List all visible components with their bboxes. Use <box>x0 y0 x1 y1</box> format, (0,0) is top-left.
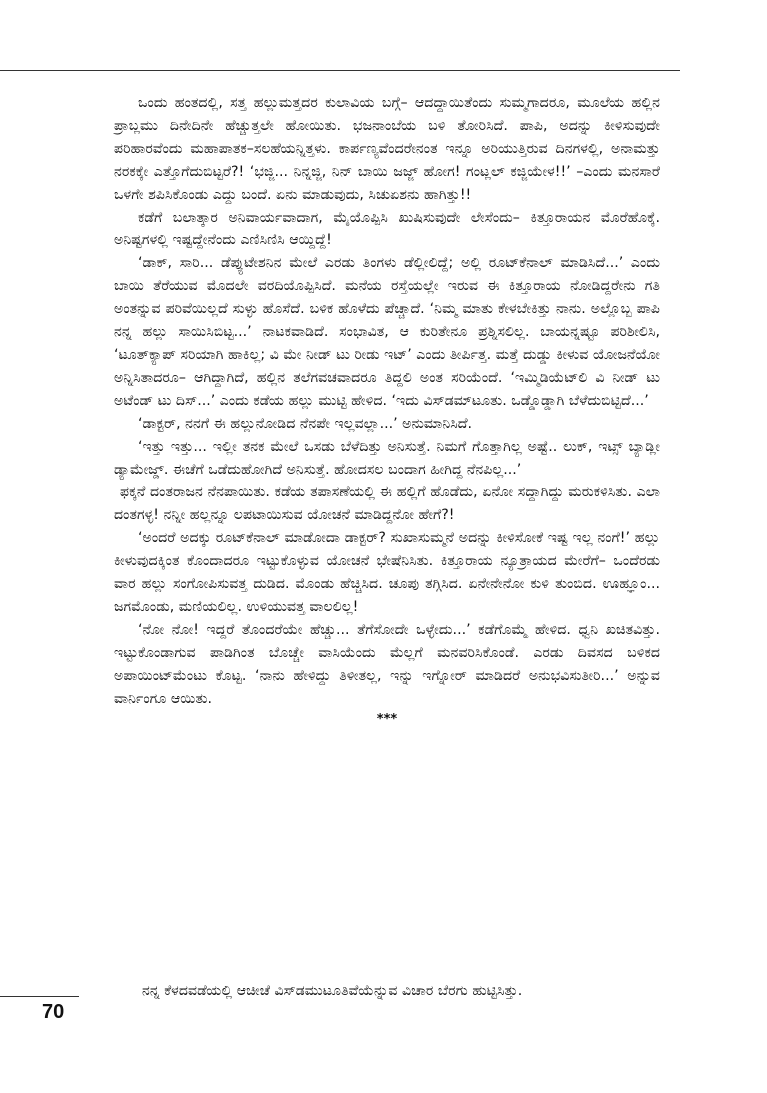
section-separator: *** <box>376 712 398 728</box>
paragraph: ‘ಡಾಕ್, ಸಾರಿ... ಡೆಪ್ಯುಟೇಶನಿನ ಮೇಲೆ ಎರಡು ತಿಂಗಳು ಡೆಲ್ಲೀಲಿದ್ದೆ; ಅಲ್ಲಿ ರೂಟ್‌ಕೆನಾಲ್ ಮಾಡಿಸಿದೆ...’ ಎಂದು ಬಾಯಿ ತೆರೆಯುವ ಮೊದಲೇ ವರದಿಯೊಪ್ಪಿಸಿದೆ. ಮನೆಯ ರಸ್ತೆಯಲ್ಲೇ ಇರುವ ಈ ಕಿತ್ತೂರಾಯ ನೋಡಿದ್ದರೇನು ಗತಿ ಅಂತನ್ನುವ ಪರಿವೆಯಿಲ್ಲದೆ ಸುಳ್ಳು ಹೊಸೆದೆ. ಬಳಿಕ ಹೊಳೆದು ಪೆಚ್ಚಾದೆ. ‘ನಿಮ್ಮ ಮಾತು ಕೇಳಬೇಕಿತ್ತು ನಾನು. ಅಲ್ಲೊಬ್ಬ ಪಾಪಿ ನನ್ನ ಹಲ್ಲು ಸಾಯಿಸಿಬಿಟ್ಟ...’ ನಾಟಕವಾಡಿದೆ. ಸಂಭಾವಿತ, ಆ ಕುರಿತೇನೂ ಪ್ರಶ್ನಿಸಲಿಲ್ಲ. ಬಾಯನ್ನಷ್ಟೂ ಪರಿಶೀಲಿಸಿ, ‘ಟೂತ್‌ಕ್ಯಾಪ್ ಸರಿಯಾಗಿ ಹಾಕಿಲ್ಲ; ವಿ ಮೇ ನೀಡ್ ಟು ರೀಡು ಇಟ್’ ಎಂದು ತೀರ್ಪಿತ್ತ. ಮತ್ತೆ ದುಡ್ಡು ಕೀಳುವ ಯೋಜನೆಯೋ ಅನ್ನಿಸಿತಾದರೂ– ಆಗಿದ್ದಾಗಿದೆ, ಹಲ್ಲಿನ ತಲೆಗವಚವಾದರೂ ತಿದ್ದಲಿ ಅಂತ ಸರಿಯೆಂದೆ. ‘ಇಮ್ಮಿಡಿಯೆಟ್‌ಲಿ ವಿ ನೀಡ್ ಟು ಅಟೆಂಡ್ ಟು ದಿಸ್...’ ಎಂದು ಕಡೆಯ ಹಲ್ಲು ಮುಟ್ಟಿ ಹೇಳಿದ. ‘ಇದು ವಿಸ್‌ಡಮ್‌ಟೂತು. ಒಡ್ಡೊಡ್ಡಾಗಿ ಬೆಳೆದುಬಿಟ್ಟಿದೆ...’ <box>114 255 660 409</box>
paragraph: ‘ಡಾಕ್ಟರ್, ನನಗೆ ಈ ಹಲ್ಲುನೋಡಿದ ನೆನಪೇ ಇಲ್ಲವಲ್ಲಾ...’ ಅನುಮಾನಿಸಿದೆ. <box>138 415 473 432</box>
paragraph: ಫಕ್ಕನೆ ದಂತರಾಜನ ನೆನಪಾಯಿತು. ಕಡೆಯ ತಪಾಸಣೆಯಲ್ಲಿ ಈ ಹಲ್ಲಿಗೆ ಹೊಡೆದು, ಏನೋ ಸದ್ದಾಗಿದ್ದು ಮರುಕಳಿಸಿತು. ಎಲಾ ದಂತಗಳ್ಳ! ನನ್ನೀ ಹಲ್ಲನ್ನೂ ಲಪಟಾಯಿಸುವ ಯೋಚನೆ ಮಾಡಿದ್ದನೋ ಹೇಗೆ?! <box>114 484 660 524</box>
paragraph: ನನ್ನ ಕೆಳದವಡೆಯಲ್ಲಿ ಆಚೀಚೆ ವಿಸ್‌ಡಮುಟೂತಿವೆಯೆನ್ನುವ ವಿಚಾರ ಬೆರಗು ಹುಟ್ಟಿಸಿತ್ತು. <box>142 983 523 999</box>
paragraph: ‘ನೋ ನೋ! ಇದ್ದರೆ ತೊಂದರೆಯೇ ಹೆಚ್ಚು... ತೆಗೆಸೋದೇ ಒಳ್ಳೇದು...’ ಕಡೆಗೊಮ್ಮೆ ಹೇಳಿದ. ಧ್ವನಿ ಖಚಿತವಿತ್ತು. ಇಟ್ಟುಕೊಂಡಾಗುವ ಪಾಡಿಗಿಂತ ಬೊಚ್ಚೇ ವಾಸಿಯೆಂದು ಮೆಲ್ಲಗೆ ಮನವರಿಸಿಕೊಂಡೆ. ಎರಡು ದಿವಸದ ಬಳಿಕದ ಅಪಾಯಿಂಟ್‌ಮೆಂಟು ಕೊಟ್ಟ. ‘ನಾನು ಹೇಳಿದ್ದು ತಿಳೀತಲ್ಲ, ಇನ್ನು ಇಗ್ನೋರ್ ಮಾಡಿದರೆ ಅನುಭವಿಸುತೀರಿ...’ ಅನ್ನುವ ವಾರ್ನಿಂಗೂ ಆಯಿತು. <box>114 621 660 707</box>
paragraph: ‘ಇತ್ತು ಇತ್ತು... ಇಲ್ಲೀ ತನಕ ಮೇಲೆ ಒಸಡು ಬೆಳೆದಿತ್ತು ಅನಿಸುತ್ತೆ. ನಿಮಗೆ ಗೊತ್ತಾಗಿಲ್ಲ ಅಷ್ಟೆ.. ಲುಕ್, ಇಟ್ಸ್ ಬ್ಯಾಡ್ಲೀ ಡ್ಯಾಮೇಜ್ಡ್. ಈಚೆಗೆ ಒಡೆದುಹೋಗಿದೆ ಅನಿಸುತ್ತೆ. ಹೋದಸಲ ಬಂದಾಗ ಹೀಗಿದ್ದ ನೆನಪಿಲ್ಲ...’ <box>114 438 660 478</box>
footer-rule <box>0 996 79 997</box>
body-text <box>114 92 660 730</box>
paragraph: ‘ಅಂದರೆ ಅದಕ್ಕು ರೂಟ್‌ಕೆನಾಲ್ ಮಾಡೋದಾ ಡಾಕ್ಟರ್? ಸುಖಾಸುಮ್ಮನೆ ಅದನ್ನು ಕೀಳಿಸೋಕೆ ಇಷ್ಟ ಇಲ್ಲ ನಂಗೆ!’ ಹಲ್ಲು ಕೀಳುವುದಕ್ಕಿಂತ ಕೊಂದಾದರೂ ಇಟ್ಟುಕೊಳ್ಳುವ ಯೋಚನೆ ಭೇಷೆನಿಸಿತು. ಕಿತ್ತೂರಾಯ ನ್ಯೂತ್ರಾಯದ ಮೇರೆಗೆ– ಒಂದೆರಡು ವಾರ ಹಲ್ಲು ಸಂಗೋಪಿಸುವತ್ತ ದುಡಿದ. ಮೊಂಡು ಹೆಚ್ಚಿಸಿದ. ಚೂಪು ತಗ್ಗಿಸಿದ. ಏನೇನೇನೋ ಕುಳಿ ತುಂಬಿದ. ಊಹ್ಞೂಂ... ಜಗಮೊಂಡು, ಮಣಿಯಲಿಲ್ಲ. ಉಳಿಯುವತ್ತ ವಾಲಲಿಲ್ಲ! <box>114 530 660 615</box>
header-rule <box>0 70 680 71</box>
paragraph: ಕಡೆಗೆ ಬಲಾತ್ಕಾರ ಅನಿವಾರ್ಯವಾದಾಗ, ಮೈಯೊಪ್ಪಿಸಿ ಖುಷಿಸುವುದೇ ಲೇಸೆಂದು– ಕಿತ್ತೂರಾಯನ ಮೊರೆಹೊಕ್ಕೆ. ಅನಿಷ್ಟಗಳಲ್ಲಿ ಇಷ್ಟದ್ದೇನೆಂದು ಎಣಿಸಿಣಿಸಿ ಆಯ್ದಿದ್ದೆ! <box>114 209 660 249</box>
page-number: 70 <box>42 1001 65 1023</box>
paragraph: ಒಂದು ಹಂತದಲ್ಲಿ, ಸತ್ತ ಹಲ್ಲುಮತ್ತದರ ಕುಲಾವಿಯ ಬಗ್ಗೆ– ಆದದ್ದಾಯಿತೆಂದು ಸುಮ್ಮಗಾದರೂ, ಮೂಲೆಯ ಹಲ್ಲಿನ ಪ್ರಾಬ್ಲಮು ದಿನೇದಿನೇ ಹೆಚ್ಚುತ್ತಲೇ ಹೋಯಿತು. ಭಜನಾಂಬೆಯ ಬಳಿ ತೋರಿಸಿದೆ. ಪಾಪಿ, ಅದನ್ನು ಕೀಳಿಸುವುದೇ ಪರಿಹಾರವೆಂದು ಮಹಾಪಾತಕ–ಸಲಹೆಯನ್ನಿತ್ತಳು. ಕಾರ್ಪಣ್ಯವೆಂದರೇನಂತ ಇನ್ನೂ ಅರಿಯುತ್ತಿರುವ ದಿನಗಳಲ್ಲಿ, ಅನಾಮತ್ತು ನರಕಕ್ಕೇ ಎತ್ತೊಗೆದುಬಿಟ್ಟರೆ?! ‘ಭಜ್ಜಿ... ನಿನ್ನಜ್ಜಿ, ನಿನ್ ಬಾಯಿ ಜಜ್ಜ್ ಹೋಗ! ಗಂಟ್ಲಲ್ ಕಜ್ಜಿಯೇಳ!!’ –ಎಂದು ಮನಸಾರೆ ಒಳಗೇ ಶಪಿಸಿಕೊಂಡು ಎದ್ದು ಬಂದೆ. ಏನು ಮಾಡುವುದು, ಸಿಚುಏಶನು ಹಾಗಿತ್ತು!! <box>114 95 660 203</box>
